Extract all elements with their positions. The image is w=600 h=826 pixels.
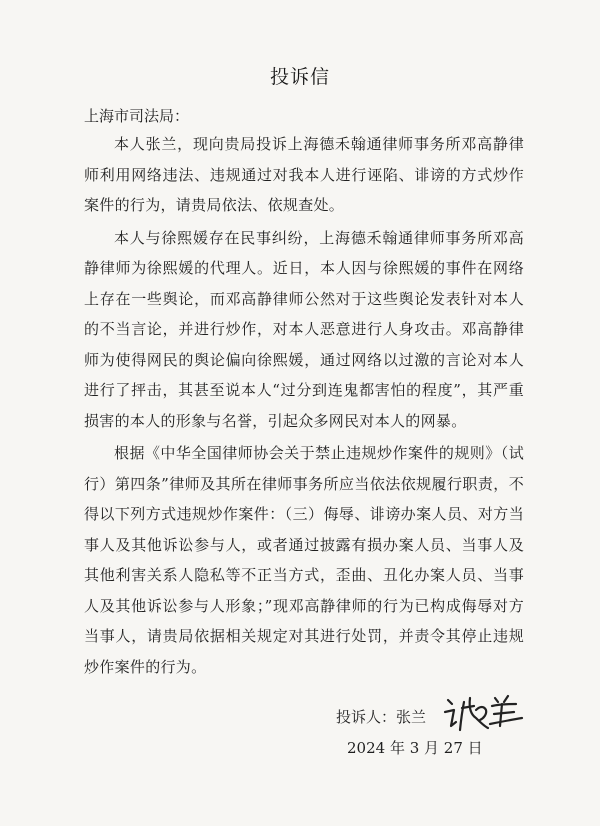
letter-title: 投诉信 — [269, 66, 330, 88]
signature-label: 投诉人：张兰 — [336, 708, 427, 726]
paragraph-complaint-statement: 本人张兰，现向贵局投诉上海德禾翰通律师事务所邓高静律师利用网络违法、违规通过对我本人进行诬陷、诽谤的方式炒作案件的行为，请贵局依法、依规查处。 — [84, 135, 524, 214]
paragraph-legal-basis: 根据《中华全国律师协会关于禁止违规炒作案件的规则》（试行）第四条”律师及其所在律师事务所应当依法依规履行职责，不得以下列方式违规炒作案件：（三）侮辱、诽谤办案人员、对方当事人及其他诉讼参与人，或者通过披露有损办案人员、当事人及其他利害关系人隐私等不正当方式，歪曲、丑化办案人员、当事人及其他诉讼参与人形象；”现邓高静律师的行为已构成侮辱对方当事人，请贵局依据相关规定对其进行处罚，并责令其停止违规炒作案件的行为。 — [84, 444, 524, 676]
salutation: 上海市司法局： — [84, 107, 190, 125]
letter-date: 2024 年 3 月 27 日 — [347, 739, 483, 757]
handwritten-signature — [440, 692, 530, 736]
paragraph-background: 本人与徐熙媛存在民事纠纷，上海德禾翰通律师事务所邓高静律师为徐熙媛的代理人。近日，本人因与徐熙媛的事件在网络上存在一些舆论，而邓高静律师公然对于这些舆论发表针对本人的不当言论，并进行炒作，对本人恶意进行人身攻击。邓高静律师为使得网民的舆论偏向徐熙媛，通过网络以过激的言论对本人进行了抨击，其甚至说本人“过分到连鬼都害怕的程度”，其严重损害的本人的形象与名誉，引起众多网民对本人的网暴。 — [84, 228, 524, 430]
letter-body — [84, 129, 524, 684]
